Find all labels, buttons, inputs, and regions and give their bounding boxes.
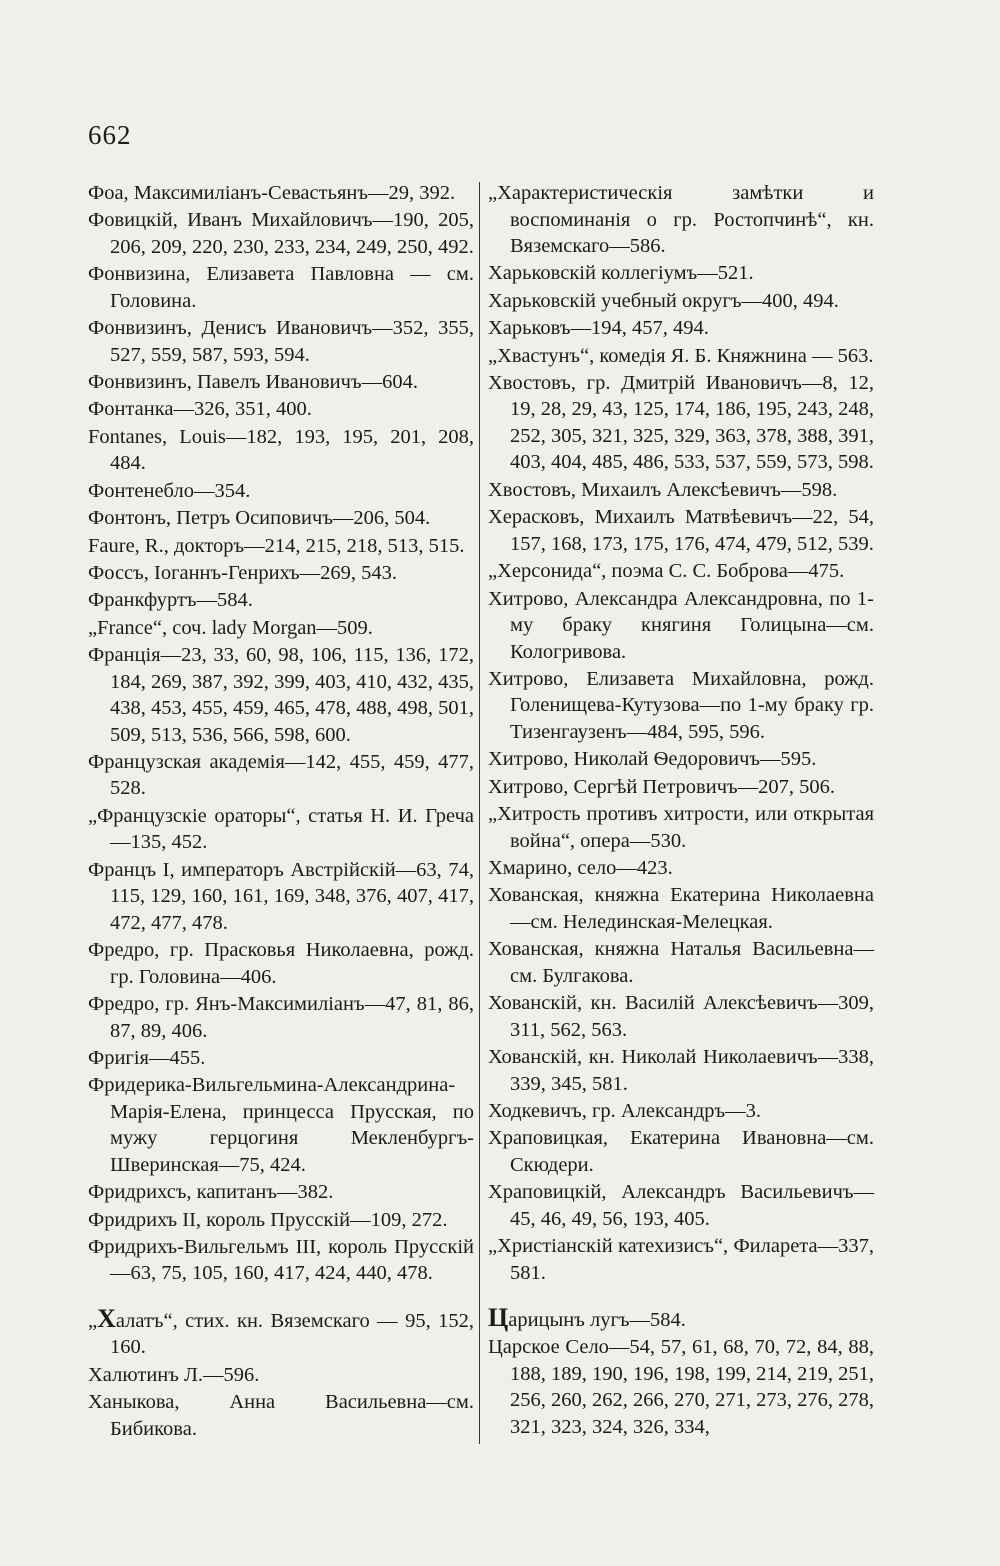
entry-text: Фригія—455. <box>88 1046 206 1069</box>
index-entry <box>88 615 474 642</box>
index-entry <box>488 801 874 854</box>
index-entry <box>488 774 874 801</box>
entry-text: „Херсонида“, поэма С. С. Боброва—475. <box>488 560 845 583</box>
index-entry <box>88 560 474 587</box>
index-entry <box>488 370 874 476</box>
entry-text: Фридрихъ II, король Прусскій—109, 272. <box>88 1208 448 1231</box>
index-entry <box>88 1234 474 1287</box>
index-entry <box>88 857 474 937</box>
index-entry <box>488 260 874 287</box>
entry-text: Фонвизинъ, Павелъ Ивановичъ—604. <box>88 371 418 394</box>
index-entry <box>88 991 474 1044</box>
index-column-right <box>488 180 874 1441</box>
index-entry <box>488 1179 874 1232</box>
entry-text: Храповицкая, Екатерина Ивановна—см. Скюдери. <box>488 1127 874 1176</box>
section-initial-letter: Ц <box>488 1303 509 1333</box>
entry-text: Харьковъ—194, 457, 494. <box>488 317 709 340</box>
entry-text: Фридерика-Вильгельмина-Александрина-Марія-Елена, принцесса Прусская, по мужу герцогиня Мекленбургъ-Шверинская—75, 424. <box>88 1074 474 1176</box>
entry-text: Фонтанка—326, 351, 400. <box>88 398 312 421</box>
entry-text: Фридрихсъ, капитанъ—382. <box>88 1181 334 1204</box>
entry-text: Фовицкій, Иванъ Михайловичъ—190, 205, 206, 209, 220, 230, 233, 234, 249, 250, 492. <box>88 209 474 258</box>
entry-text: Хитрово, Сергѣй Петровичъ—207, 506. <box>488 775 835 798</box>
index-entry <box>88 533 474 560</box>
entry-text: Фредро, гр. Прасковья Николаевна, рожд. гр. Головина—406. <box>88 939 474 988</box>
entry-text: Царское Село—54, 57, 61, 68, 70, 72, 84, 88, 188, 189, 190, 196, 198, 199, 214, 219, 251, 256, 260, 262, 266, 270, 271, 273, 276, 278, 321, 323, 324, 326, 334, <box>488 1336 874 1438</box>
entry-text: Хитрово, Александра Александровна, по 1-му браку княгиня Голицына—см. Кологривова. <box>488 587 874 663</box>
section-initial-letter: Х <box>97 1303 116 1333</box>
entry-text: Фонтонъ, Петръ Осиповичъ—206, 504. <box>88 507 431 530</box>
entry-text: Херасковъ, Михаилъ Матвѣевичъ—22, 54, 157, 168, 173, 175, 176, 474, 479, 512, 539. <box>488 506 874 555</box>
entry-text: Фредро, гр. Янъ-Максимиліанъ—47, 81, 86, 87, 89, 406. <box>88 993 474 1042</box>
entry-text: Хованскій, кн. Николай Николаевичъ—338, 339, 345, 581. <box>488 1046 874 1095</box>
index-entry <box>88 180 474 207</box>
index-entry <box>88 1045 474 1072</box>
entry-text: Хованскій, кн. Василій Алексѣевичъ—309, 311, 562, 563. <box>488 992 874 1041</box>
column-divider <box>479 182 480 1444</box>
entry-text: Ханыкова, Анна Васильевна—см. Бибикова. <box>88 1391 474 1440</box>
entry-prefix: „ <box>88 1309 98 1332</box>
index-entry <box>88 424 474 477</box>
entry-text: Ходкевичъ, гр. Александръ—3. <box>488 1099 762 1122</box>
entry-text: Хвостовъ, гр. Дмитрій Ивановичъ—8, 12, 19, 28, 29, 43, 125, 174, 186, 195, 243, 248, 252, 305, 321, 325, 329, 363, 378, 388, 391, 403, 404, 485, 486, 533, 537, 559, 573, 598. <box>488 371 874 474</box>
index-entry <box>488 1125 874 1178</box>
index-entry <box>488 1334 874 1440</box>
index-entry <box>488 1305 874 1334</box>
entry-text: „Христіанскій катехизисъ“, Филарета—337, 581. <box>488 1235 874 1284</box>
entry-text: Фонтенебло—354. <box>88 479 251 502</box>
index-entry <box>488 288 874 315</box>
entry-text: „France“, соч. lady Morgan—509. <box>88 616 373 639</box>
entry-text: Французская академія—142, 455, 459, 477, 528. <box>88 750 474 800</box>
index-entry <box>88 261 474 314</box>
index-entry <box>488 666 874 746</box>
index-entry <box>88 1303 474 1361</box>
index-entry <box>88 396 474 423</box>
entry-text: Фонвизинъ, Денисъ Ивановичъ—352, 355, 527, 559, 587, 593, 594. <box>88 317 474 366</box>
index-entry <box>88 1072 474 1178</box>
index-entry <box>88 505 474 532</box>
index-entry <box>88 803 474 856</box>
entry-text: Харьковскій учебный округъ—400, 494. <box>488 289 839 312</box>
index-entry <box>488 855 874 882</box>
entry-text: Faure, R., докторъ—214, 215, 218, 513, 515. <box>88 534 465 557</box>
index-entry <box>488 1044 874 1097</box>
entry-text: Франкфуртъ—584. <box>88 589 253 612</box>
index-entry <box>88 315 474 368</box>
entry-text: Хитрово, Елизавета Михайловна, рожд. Голенищева-Кутузова—по 1-му браку гр. Тизенгаузенъ—484, 595, 596. <box>488 667 874 743</box>
index-entry <box>88 1362 474 1389</box>
index-entry <box>88 478 474 505</box>
index-entry <box>88 749 474 802</box>
index-entry <box>88 642 474 748</box>
index-entry <box>488 882 874 935</box>
entry-text: „Хвастунъ“, комедія Я. Б. Княжнина — 563. <box>488 344 874 367</box>
index-entry <box>88 587 474 614</box>
index-entry <box>488 936 874 989</box>
entry-text: Хованская, княжна Екатерина Николаевна—см. Нелединская-Мелецкая. <box>488 884 874 933</box>
index-entry <box>488 504 874 557</box>
entry-text: „Характеристическія замѣтки и воспоминанія о гр. Ростопчинѣ“, кн. Вяземскаго—586. <box>488 182 874 257</box>
page-number: 662 <box>88 120 132 150</box>
index-entry <box>488 315 874 342</box>
index-entry <box>88 937 474 990</box>
index-entry <box>488 990 874 1043</box>
entry-text: Фоссъ, Іоганнъ-Генрихъ—269, 543. <box>88 561 397 584</box>
index-entry <box>488 477 874 504</box>
index-column-left <box>88 180 474 1443</box>
entry-text: Франція—23, 33, 60, 98, 106, 115, 136, 172, 184, 269, 387, 392, 399, 403, 410, 432, 435, 438, 453, 455, 459, 465, 478, 488, 498, 501, 509, 513, 536, 566, 598, 600. <box>88 644 474 746</box>
index-entry <box>88 1179 474 1206</box>
entry-text: Фридрихъ-Вильгельмъ III, король Прусскій—63, 75, 105, 160, 417, 424, 440, 478. <box>88 1235 474 1285</box>
entry-text: Францъ I, императоръ Австрійскій—63, 74, 115, 129, 160, 161, 169, 348, 376, 407, 417, 472, 477, 478. <box>88 858 474 934</box>
entry-text: Хованская, княжна Наталья Васильевна—см. Булгакова. <box>488 938 874 987</box>
entry-text: Фонвизина, Елизавета Павловна — см. Головина. <box>88 263 474 312</box>
index-entry <box>88 207 474 260</box>
entry-text: Fontanes, Louis—182, 193, 195, 201, 208, 484. <box>88 425 474 475</box>
entry-text: Хмарино, село—423. <box>488 856 673 879</box>
index-entry <box>488 343 874 370</box>
entry-text: Хвостовъ, Михаилъ Алексѣевичъ—598. <box>488 478 838 501</box>
index-entry <box>488 1098 874 1125</box>
index-entry <box>88 1207 474 1234</box>
entry-text: Фоа, Максимиліанъ-Севастьянъ—29, 392. <box>88 182 456 204</box>
index-entry <box>488 1233 874 1286</box>
entry-text: алатъ“, стих. кн. Вяземскаго — 95, 152, 160. <box>110 1309 474 1359</box>
index-entry <box>88 1389 474 1442</box>
index-entry <box>488 746 874 773</box>
entry-text: Харьковскій коллегіумъ—521. <box>488 262 754 285</box>
entry-text: „Хитрость противъ хитрости, или открытая война“, опера—530. <box>488 803 874 852</box>
index-entry <box>488 586 874 666</box>
entry-text: „Французскіе ораторы“, статья Н. И. Греча—135, 452. <box>88 804 474 854</box>
index-entry <box>488 180 874 260</box>
entry-text: арицынъ лугъ—584. <box>508 1309 686 1332</box>
entry-text: Халютинъ Л.—596. <box>88 1363 260 1386</box>
entry-text: Храповицкій, Александръ Васильевичъ—45, 46, 49, 56, 193, 405. <box>488 1181 874 1230</box>
index-entry <box>488 558 874 585</box>
entry-text: Хитрово, Николай Ѳедоровичъ—595. <box>488 748 817 771</box>
index-entry <box>88 369 474 396</box>
